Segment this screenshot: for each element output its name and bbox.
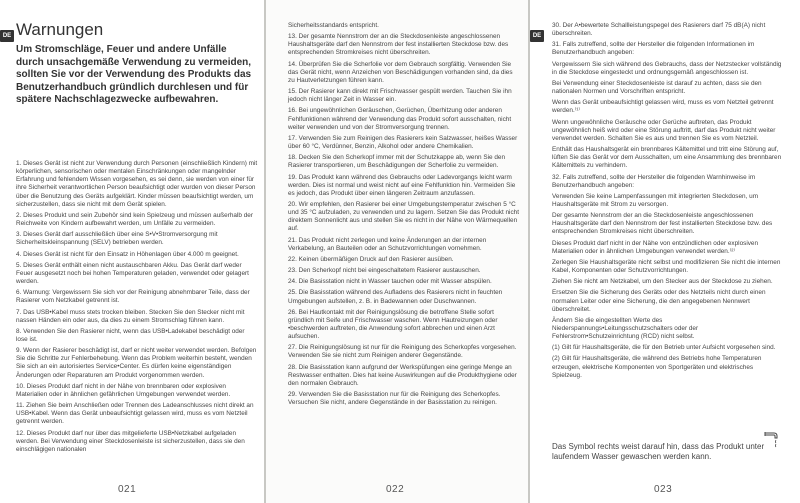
- warning-item: 16. Bei ungewöhnlichen Geräuschen, Gerüchen, Überhitzung oder anderen Fehlfunktionen während der Verwendung das Produkt sofort ausschalten, nicht weiter verwenden und von der Stromversorgung trennen.: [288, 107, 512, 131]
- warning-item: Vergewissern Sie sich während des Gebrauchs, dass der Netzstecker vollständig in die Steckdose eingesteckt und ordnungsgemäß angeschlossen ist.: [552, 60, 782, 76]
- warning-item: Wenn ungewöhnliche Geräusche oder Gerüche auftreten, das Produkt ungewöhnlich heiß wird oder eine Störung auftritt, darf das Produkt nicht weiter verwendet werden. Schalten Sie es aus und trennen Sie es vom Netzteil.: [552, 118, 776, 142]
- warning-item: 24. Die Basisstation nicht in Wasser tauchen oder mit Wasser abspülen.: [288, 278, 492, 286]
- running-water-icon: [762, 428, 782, 448]
- warning-item: 13. Der gesamte Nennstrom der an die Steckdosenleiste angeschlossenen Haushaltsgeräte darf den Nennstrom der fest installierten Steckdose bzw. des entsprechenden Stromkreises nicht überschreiten.: [288, 33, 509, 57]
- warning-item: 30. Der A•bewertete Schallleistungspegel des Rasierers darf 75 dB(A) nicht überschreiten.: [552, 22, 766, 38]
- warning-item: Zerlegen Sie Haushaltsgeräte nicht selbst und modifizieren Sie nicht die internen Kabel, Komponenten oder Schutzvorrichtungen.: [552, 258, 781, 275]
- warning-item: 26. Bei Hautkontakt mit der Reinigungslösung die betroffene Stelle sofort gründlich mit Seife und Frischwasser waschen. Wenn Hautreizungen oder •beschwerden auftreten, die Anwendung sofort abbrechen und einen Arzt aufsuchen.: [288, 308, 498, 341]
- warning-item: 5. Dieses Gerät enthält einen nicht austauschbaren Akku. Das Gerät darf weder Feuer ausgesetzt noch bei hohen Temperaturen geladen, verwendet oder gelagert werden.: [16, 261, 249, 286]
- warning-item: Wenn das Gerät unbeaufsichtigt gelassen wird, muss es vom Netzteil getrennt werden.⁽¹⁾: [552, 99, 774, 115]
- warning-item: 14. Überprüfen Sie die Scherfolie vor dem Gebrauch sorgfältig. Verwenden Sie das Gerät nicht, wenn Anzeichen von Beschädigungen vorhanden sind, da dies zu Hautverletzungen führen kann.: [288, 60, 513, 84]
- warning-item: 32. Falls zutreffend, sollte der Hersteller die folgenden Warnhinweise im Benutzerhandbuch angeben:: [552, 173, 756, 189]
- warning-item: Dieses Produkt darf nicht in der Nähe von entzündlichen oder explosiven Materialien oder in ähnlichen Umgebungen verwendet werden.⁽²⁾: [552, 239, 759, 255]
- warning-item: Ändern Sie die eingestellten Werte des Niederspannungs•Leitungsschutzschalters oder der Fehlerstrom•Schutzeinrichtung (RCD) nicht selbst.: [552, 316, 699, 341]
- warnings-list: [16, 160, 258, 457]
- warning-item: 18. Decken Sie den Scherkopf immer mit der Schutzkappe ab, wenn Sie den Rasierer transportieren, um Beschädigungen der Scherfolie zu vermeiden.: [288, 154, 506, 170]
- page-number: 022: [386, 484, 405, 495]
- warning-item: Sicherheitsstandards entspricht.: [288, 22, 379, 29]
- warning-item: 31. Falls zutreffend, sollte der Hersteller die folgenden Informationen im Benutzerhandbuch angeben:: [552, 41, 755, 57]
- warning-item: 1. Dieses Gerät ist nicht zur Verwendung durch Personen (einschließlich Kindern) mit körperlichen, sensorischen oder mentalen Einschränkungen oder mangelnder Erfahrung und fehlendem Wissen vorgesehen, es sei denn, sie werden von einer für ihre Sicherheit verantwortlichen Person beaufsichtigt oder wurden von dieser Person über die Benutzung des Geräts aufgeklärt. Kinder müssen beaufsichtigt werden, um sicherzustellen, dass sie nicht mit dem Gerät spielen.: [16, 160, 258, 208]
- footnote: (2) Gilt für Haushaltsgeräte, die während des Betriebs hohe Temperaturen erzeugen, elektrische Komponenten von Sportgeräten und elektrisches Spielzeug.: [552, 355, 762, 379]
- warning-item: 12. Dieses Produkt darf nur über das mitgelieferte USB•Netzkabel aufgeladen werden. Bei Verwendung einer Steckdosenleiste ist sicherzustellen, dass sie den einschlägigen nationalen: [16, 429, 245, 453]
- warning-item: 25. Die Basisstation während des Aufladens des Rasierers nicht in feuchten Umgebungen aufstellen, z. B. in Badewannen oder Duschwannen.: [288, 289, 503, 305]
- footnote: (1) Gilt für Haushaltsgeräte, die für den Betrieb unter Aufsicht vorgesehen sind.: [552, 344, 776, 352]
- warning-item: 28. Die Basisstation kann aufgrund der Werkspüfungen eine geringe Menge an Restwasser enthalten. Dies hat keine Auswirkungen auf die Produkthygiene oder den normalen Gebrauch.: [288, 363, 517, 387]
- warning-item: 17. Verwenden Sie zum Reinigen des Rasierers kein Salzwasser, heißes Wasser über 60 °C, Verdünner, Benzin, Alkohol oder andere Chemikalien.: [288, 134, 518, 151]
- warning-item: 22. Keinen übermäßigen Druck auf den Rasierer ausüben.: [288, 255, 454, 263]
- warning-item: Ziehen Sie nicht am Netzkabel, um den Stecker aus der Steckdose zu ziehen.: [552, 278, 773, 286]
- warning-item: 15. Der Rasierer kann direkt mit Frischwasser gespült werden. Tauchen Sie ihn jedoch nicht länger Zeit in Wasser ein.: [288, 88, 512, 104]
- page-023: [530, 0, 800, 503]
- warning-item: 9. Wenn der Rasierer beschädigt ist, darf er nicht weiter verwendet werden. Befolgen Sie die Schritte zur Fehlerbehebung. Wenn das Problem weiterhin besteht, wenden Sie sich an ein autorisiertes Service•Center. Es dürfen keine eigenständigen Änderungen oder Reparaturen am Produkt vorgenommen werden.: [16, 347, 257, 379]
- warning-item: Der gesamte Nennstrom der an die Steckdosenleiste angeschlossenen Haushaltsgeräte darf den Nennstrom der fest installierten Steckdose bzw. des entsprechenden Stromkreises nicht überschreiten.: [552, 212, 773, 236]
- warning-item: 11. Ziehen Sie beim Anschließen oder Trennen des Ladeanschlusses nicht direkt an USB•Kabel. Wenn das Gerät unbeaufsichtigt gelassen wird, muss es vom Netzteil getrennt werden.: [16, 402, 254, 426]
- warning-lead: Um Stromschläge, Feuer und andere Unfälle durch unsachgemäße Verwendung zu vermeiden, sollten Sie vor der Verwendung des Produkts das Benutzerhandbuch gründlich durchlesen und für spätere Nachschlagezwecke aufbewahren.: [16, 44, 252, 105]
- warning-item: Verwenden Sie keine Lampenfassungen mit integrierten Steckdosen, um Haushaltsgeräte mit Strom zu versorgen.: [552, 192, 759, 208]
- language-badge: DE: [0, 30, 14, 42]
- page-number: 023: [654, 484, 673, 495]
- warning-item: 27. Die Reinigungslösung ist nur für die Reinigung des Scherkopfes vorgesehen. Verwenden Sie sie nicht zum Reinigen anderer Gegenstände.: [288, 344, 517, 360]
- warning-item: 3. Dieses Gerät darf ausschließlich über eine S•V•Stromversorgung mit Sicherheitskleinspannung (SELV) betrieben werden.: [16, 231, 218, 247]
- warning-item: 23. Den Scherkopf nicht bei eingeschaltetem Rasierer austauschen.: [288, 267, 481, 275]
- warnings-list: [552, 22, 784, 383]
- warning-item: 2. Dieses Produkt und sein Zubehör sind kein Spielzeug und müssen außerhalb der Reichweite von Kindern aufbewahrt werden, um Unfälle zu vermeiden.: [16, 211, 253, 228]
- warning-item: 8. Verwenden Sie den Rasierer nicht, wenn das USB•Ladekabel beschädigt oder lose ist.: [16, 327, 245, 343]
- washable-note: Das Symbol rechts weist darauf hin, dass das Produkt unter laufendem Wasser gewaschen werden kann.: [552, 442, 765, 461]
- page-021: [0, 0, 264, 503]
- language-badge: DE: [530, 30, 544, 42]
- warning-item: 4. Dieses Gerät ist nicht für den Einsatz in Höhenlagen über 4.000 m geeignet.: [16, 250, 239, 258]
- warning-item: 10. Dieses Produkt darf nicht in der Nähe von brennbaren oder explosiven Materialien oder in ähnlichen gefährlichen Umgebungen verwendet werden.: [16, 382, 231, 398]
- warning-item: Ersetzen Sie die Sicherung des Geräts oder des Netzteils nicht durch einen normalen Leiter oder eine Sicherung, die den angegebenen Nennwert überschreitet.: [552, 289, 766, 313]
- warning-item: 7. Das USB•Kabel muss stets trocken bleiben. Stecken Sie den Stecker nicht mit nassen Händen ein oder aus, da dies zu einem Stromschlag führen kann.: [16, 308, 245, 324]
- warning-item: Enthält das Haushaltsgerät ein brennbares Kältemittel und tritt eine Störung auf, lüften Sie das Gerät vor dem Ausschalten, um eine Ansammlung des brennbaren Kältemittels zu verhindern.: [552, 146, 782, 170]
- page-title: Warnungen: [16, 20, 104, 39]
- warning-item: 19. Das Produkt kann während des Gebrauchs oder Ladevorgangs leicht warm werden. Dies ist normal und weist nicht auf eine Fehlfunktion hin. Vermeiden Sie es jedoch, das Produkt über einen längeren Zeitraum anzufassen.: [288, 173, 516, 197]
- warning-item: 20. Wir empfehlen, den Rasierer bei einer Umgebungstemperatur zwischen 5 °C und 35 °C aufzuladen, zu verwenden und zu lagern. Setzen Sie das Produkt nicht direktem Sonnenlicht aus und stellen Sie es nicht in der Nähe von Wärmequellen auf.: [288, 200, 519, 233]
- warning-item: 6. Warnung: Vergewissern Sie sich vor der Reinigung abnehmbarer Teile, dass der Rasierer vom Netzkabel getrennt ist.: [16, 289, 250, 305]
- warnings-list: [288, 22, 520, 410]
- warning-item: 29. Verwenden Sie die Basisstation nur für die Reinigung des Scherkopfes. Versuchen Sie nicht, andere Gegenstände in der Basisstation zu reinigen.: [288, 391, 501, 407]
- warning-item: Bei Verwendung einer Steckdosenleiste ist darauf zu achten, dass sie den nationalen Normen und Vorschriften entspricht.: [552, 79, 762, 96]
- warning-item: 21. Das Produkt nicht zerlegen und keine Änderungen an der internen Verkabelung, an Bauteilen oder an Schutzvorrichtungen vornehmen.: [288, 236, 487, 252]
- page-number: 021: [118, 484, 137, 495]
- page-022: [266, 0, 528, 503]
